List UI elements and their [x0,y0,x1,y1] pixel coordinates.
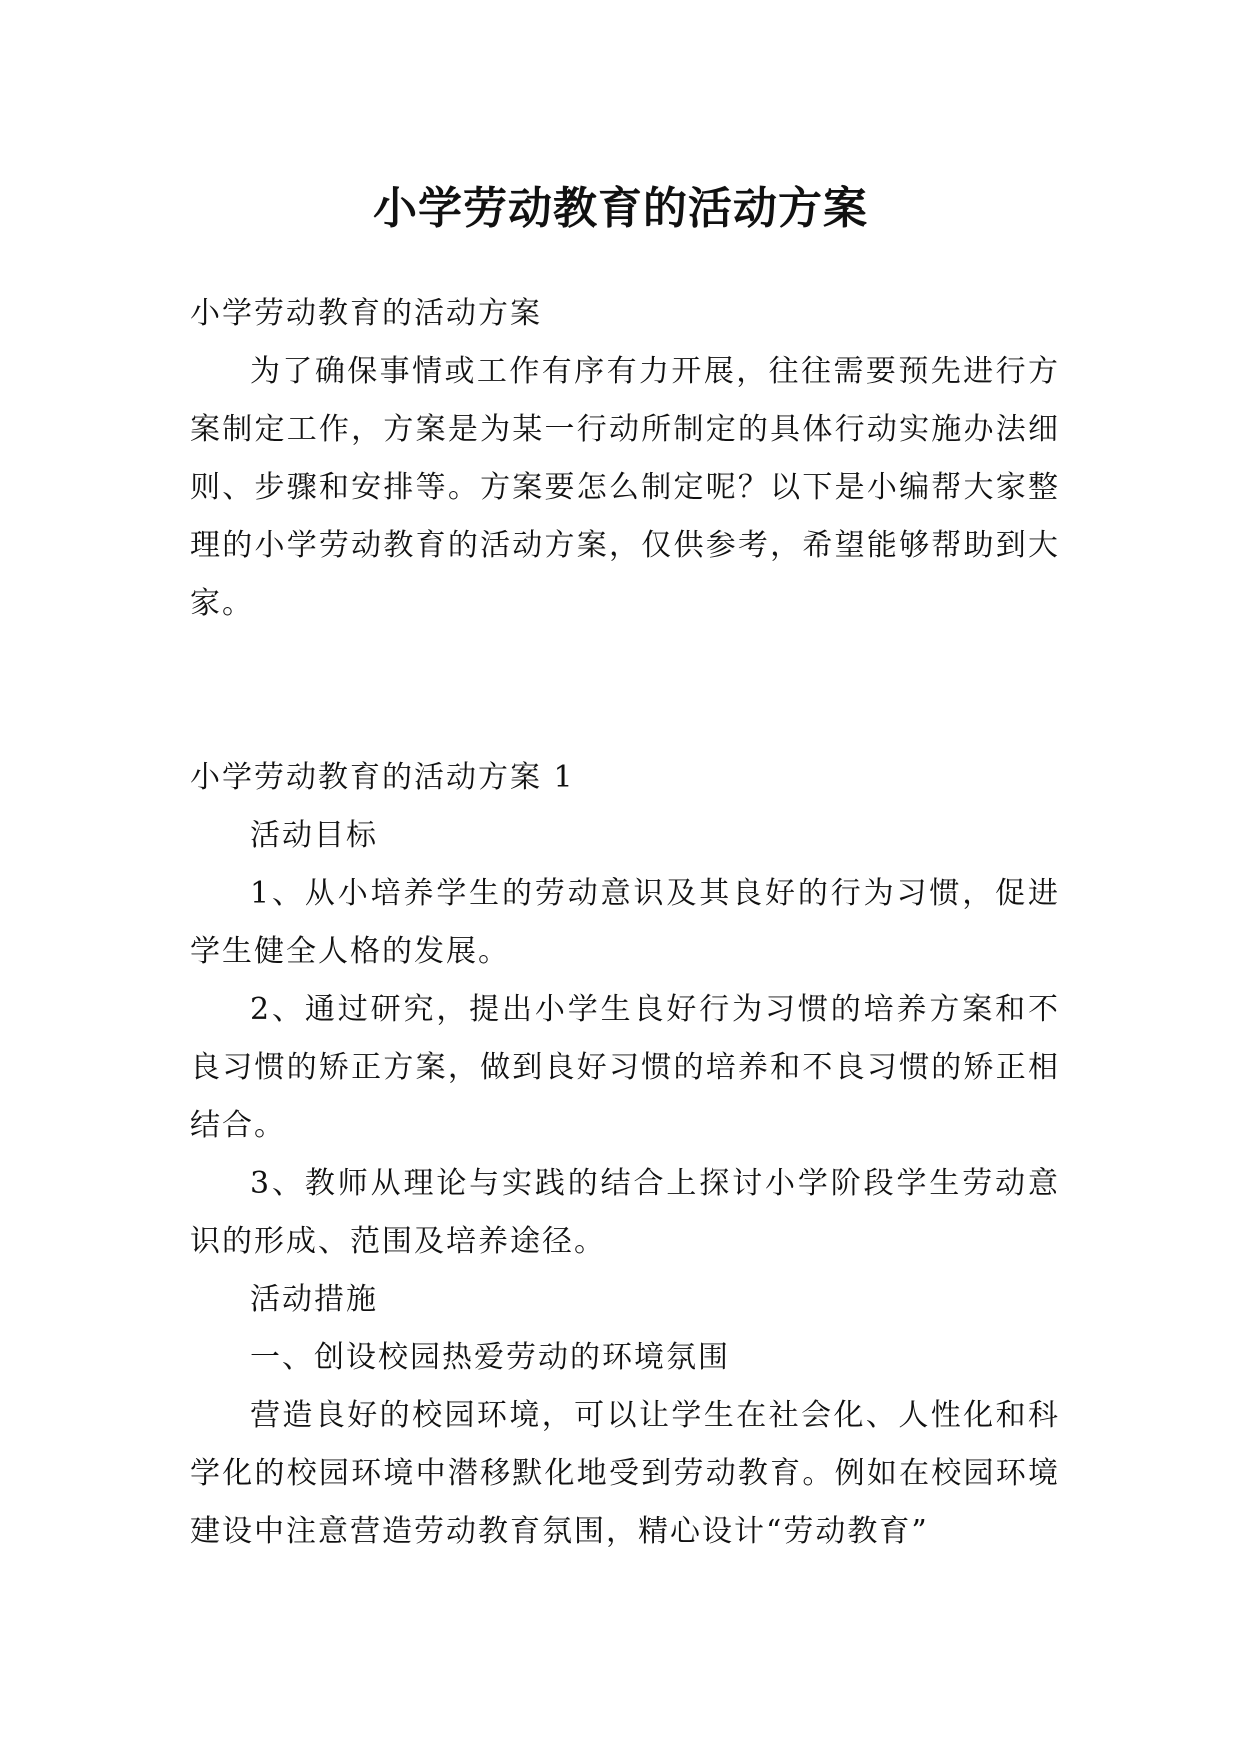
measures-heading: 活动措施 [250,1282,378,1317]
section-spacer [190,633,1060,749]
goals-heading: 活动目标 [250,818,378,853]
measure-1-paragraph: 营造良好的校园环境，可以让学生在社会化、人性化和科学化的校园环境中潜移默化地受到劳动教育。例如在校园环境建设中注意营造劳动教育氛围，精心设计“劳动教育” [190,1398,1060,1549]
section-heading: 小学劳动教育的活动方案 1 [190,760,575,795]
intro-heading: 小学劳动教育的活动方案 [190,296,542,331]
goal-item-1: 1、从小培养学生的劳动意识及其良好的行为习惯，促进学生健全人格的发展。 [190,876,1060,969]
document-title: 小学劳动教育的活动方案 [373,183,868,235]
goal-item-3: 3、教师从理论与实践的结合上探讨小学阶段学生劳动意识的形成、范围及培养途径。 [190,1166,1060,1259]
intro-paragraph: 为了确保事情或工作有序有力开展，往往需要预先进行方案制定工作，方案是为某一行动所制定的具体行动实施办法细则、步骤和安排等。方案要怎么制定呢？以下是小编帮大家整理的小学劳动教育的活动方案，仅供参考，希望能够帮助到大家。 [190,354,1060,621]
document-body [190,285,1060,1561]
goal-item-2: 2、通过研究，提出小学生良好行为习惯的培养方案和不良习惯的矫正方案，做到良好习惯的培养和不良习惯的矫正相结合。 [190,992,1060,1143]
measure-1-heading: 一、创设校园热爱劳动的环境氛围 [250,1340,730,1375]
